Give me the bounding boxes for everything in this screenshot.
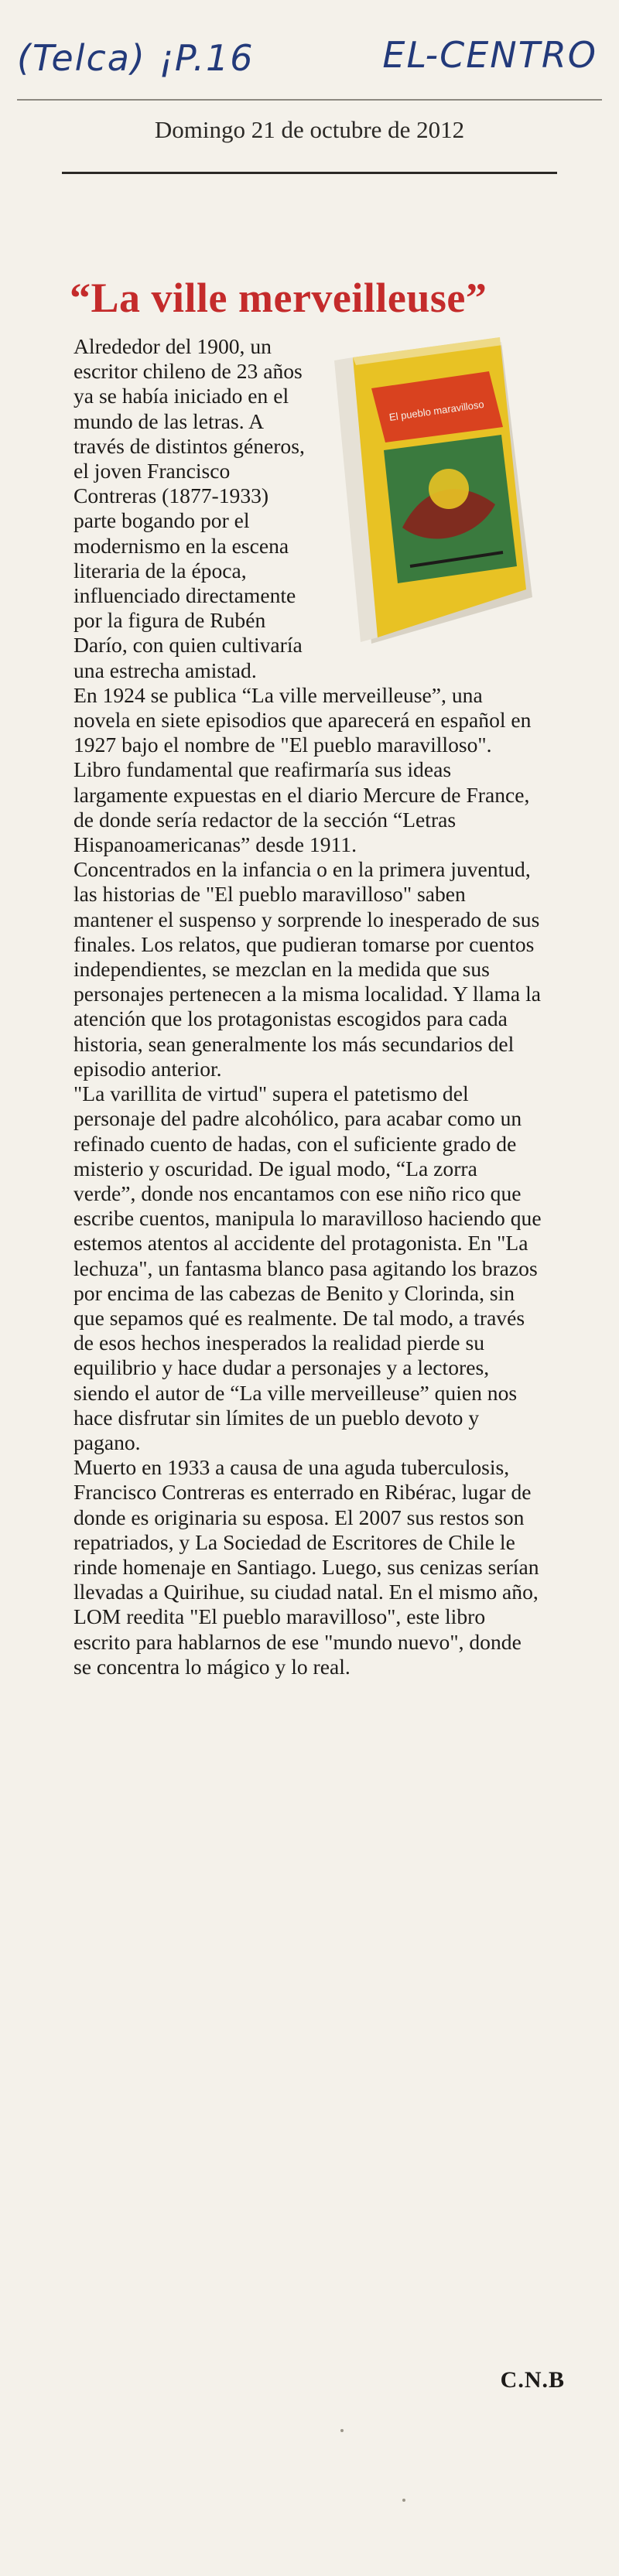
article-paragraph: "La varillita de virtud" supera el patetismo del personaje del padre alcohólico, para acabar como un refinado cuento de hadas, con el suficiente grado de misterio y oscuridad. De igual modo, “La zorra verde”, donde nos encantamos con ese niño rico que escribe cuentos, manipula lo maravilloso haciendo que estemos atentos al accidente del protagonista. En "La lechuza", un fantasma blanco pasa agitando los brazos por encima de las cabezas de Benito y Clorinda, sin que sepamos qué es realmente. De tal modo, a través de esos hechos inesperados la realidad pierde su equilibrio y hace dudar a personajes y a lectores, siendo el autor de “La ville merveilleuse” quien nos hace disfrutar sin límites de un pueblo devoto y pagano. <box>74 1081 542 1454</box>
article-paragraph: En 1924 se publica “La ville merveilleuse”, una novela en siete episodios que aparecerá en español en 1927 bajo el nombre de "El pueblo maravilloso". Libro fundamental que reafirmaría sus ideas largamente expuestas en el diario Mercure de France, de donde sería redactor de la sección “Letras Hispanoamericanas” desde 1911. <box>74 682 532 857</box>
handwritten-source-note: (Telca) ¡P.16 <box>17 37 255 79</box>
paper-speck <box>402 2499 405 2502</box>
book-cover-illustration <box>317 334 543 659</box>
handwritten-annotation <box>17 14 602 84</box>
article-body <box>74 334 542 1679</box>
author-initials: C.N.B <box>500 2367 565 2393</box>
publication-date: Domingo 21 de octubre de 2012 <box>154 116 465 143</box>
article-title: “La ville merveilleuse” <box>70 275 487 321</box>
book-cover-title: El pueblo maravilloso <box>388 398 485 423</box>
article-paragraph: Muerto en 1933 a causa de una aguda tuberculosis, Francisco Contreras es enterrado en Ribérac, lugar de donde es originaria su esposa. El 2007 sus restos son repatriados, y La Sociedad de Escritores de Chile le rinde homenaje en Santiago. Luego, sus cenizas serían llevadas a Quirihue, su ciudad natal. En el mismo año, LOM reedita "El pueblo maravilloso", este libro escrito para hablarnos de ese "mundo nuevo", donde se concentra lo mágico y lo real. <box>74 1455 539 1679</box>
clipping-edge-line <box>17 99 602 101</box>
article-paragraph: Alrededor del 1900, un escritor chileno de 23 años ya se había iniciado en el mundo de las letras. A través de distintos géneros, el joven Francisco Contreras (1877-1933) parte bogando por el modernismo en la escena literaria de la época, influenciado directamente por la figura de Rubén Darío, con quien cultivaría una estrecha amistad. <box>74 334 305 682</box>
header-rule <box>62 172 557 174</box>
book-cover-image <box>317 334 543 659</box>
paper-speck <box>340 2429 344 2432</box>
handwritten-newspaper-name: EL-CENTRO <box>382 34 597 76</box>
article-paragraph: Concentrados en la infancia o en la primera juventud, las historias de "El pueblo maravilloso" saben mantener el suspenso y sorprende lo inesperado de sus finales. Los relatos, que pudieran tomarse por cuentos independientes, se mezclan en la medida que sus personajes pertenecen a la misma localidad. Y llama la atención que los protagonistas escogidos para cada historia, sean generalmente los más secundarios del episodio anterior. <box>74 857 541 1081</box>
